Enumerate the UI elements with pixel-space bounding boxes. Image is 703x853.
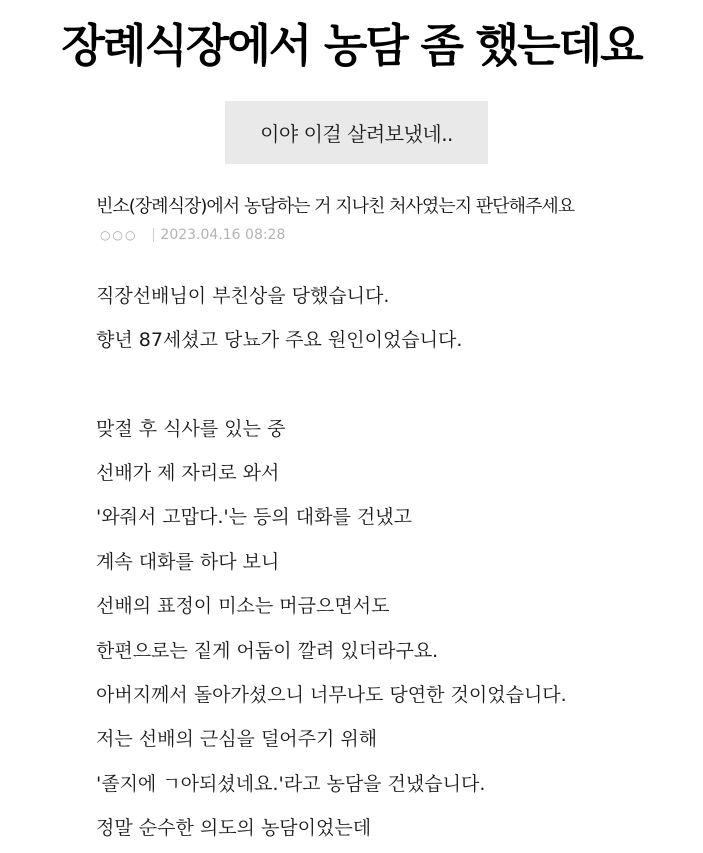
body-line: 한편으로는 짙게 어둠이 깔려 있더라구요. — [96, 640, 439, 662]
post-author: ○○○ — [100, 228, 138, 242]
headline: 장례식장에서 농담 좀 했는데요 — [61, 19, 642, 72]
meta-divider — [153, 228, 154, 242]
body-line: 저는 선배의 근심을 덜어주기 위해 — [96, 728, 378, 750]
post-date: 2023.04.16 08:28 — [160, 227, 286, 243]
body-line: 직장선배님이 부친상을 당했습니다. — [96, 285, 390, 307]
body-line: 아버지께서 돌아가셨으니 너무나도 당연한 것이었습니다. — [96, 684, 567, 706]
post-title: 빈소(장례식장)에서 농담하는 거 지나친 처사였는지 판단해주세요 — [96, 196, 575, 217]
caption-text: 이야 이걸 살려보냈네.. — [260, 122, 453, 146]
caption-box — [225, 101, 488, 164]
post-meta — [100, 226, 285, 244]
body-line: '와줘서 고맙다.'는 등의 대화를 건냈고 — [96, 506, 412, 528]
body-line: 선배의 표정이 미소는 머금으면서도 — [96, 595, 390, 617]
body-line: 계속 대화를 하다 보니 — [96, 551, 280, 573]
body-line: 선배가 제 자리로 와서 — [96, 462, 280, 484]
body-line: 정말 순수한 의도의 농담이었는데 — [96, 817, 372, 839]
body-line: '졸지에 ㄱ아되셨네요.'라고 농담을 건냈습니다. — [96, 773, 486, 795]
body-line: 향년 87세셨고 당뇨가 주요 원인이었습니다. — [96, 329, 463, 351]
body-line: 맞절 후 식사를 있는 중 — [96, 418, 286, 440]
